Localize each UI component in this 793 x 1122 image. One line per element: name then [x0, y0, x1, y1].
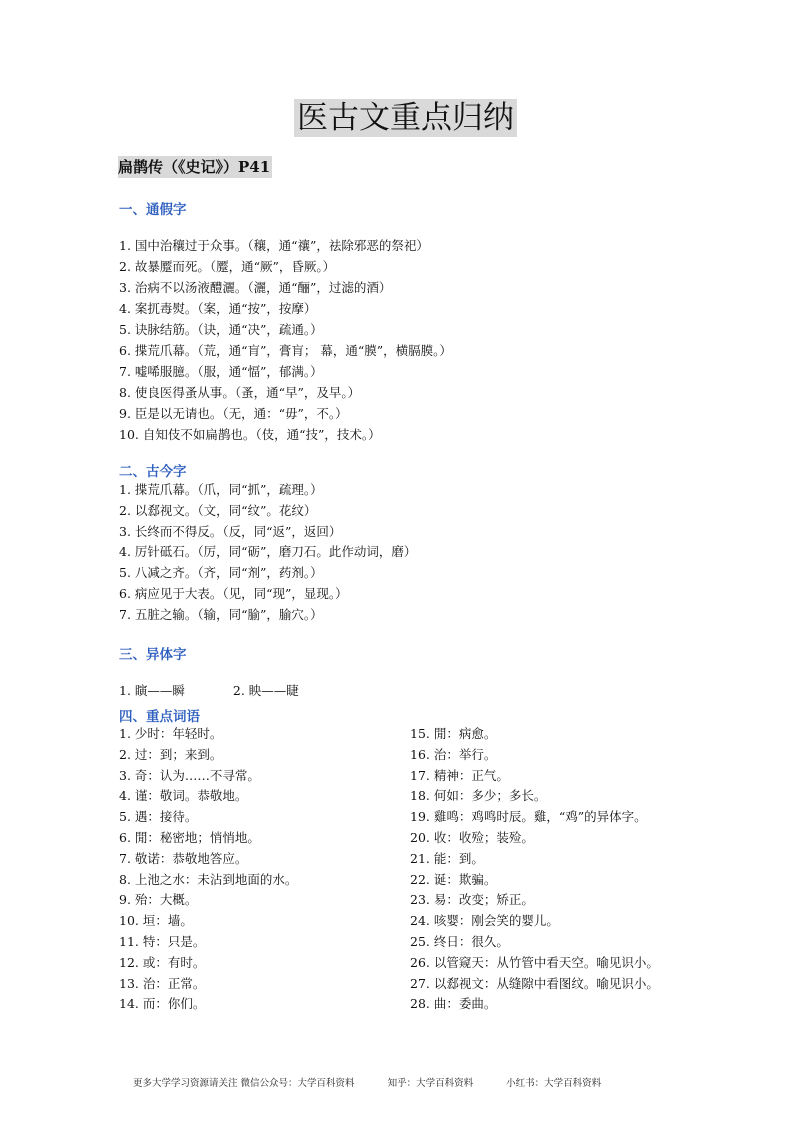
section-heading-gujinzi: 二、古今字: [119, 464, 187, 480]
tongjiazi-list: [119, 235, 452, 445]
yitizi-list: [119, 681, 299, 701]
list-item: 3. 治病不以汤液醴灑。（灑，通“酾”，过滤的酒）: [119, 280, 392, 295]
section-heading-tongjiazi: 一、通假字: [119, 202, 187, 218]
list-item: 2. 过：到；来到。: [119, 746, 223, 762]
list-item: 21. 能：到。: [410, 850, 484, 866]
list-item: 2. 以郄视文。（文，同“纹”。花纹）: [119, 502, 317, 518]
list-item: 18. 何如：多少；多长。: [410, 788, 547, 804]
key-terms-left-list: [119, 724, 297, 1015]
section-heading-key-terms: 四、重点词语: [119, 709, 200, 725]
list-item: 2. 眏——睫: [232, 683, 299, 698]
list-item: 7. 嘘唏服臆。（服，通“愊”，郁满。）: [119, 364, 323, 379]
chapter-title: 扁鹊传（《史记》）P41: [118, 158, 271, 176]
list-item: 2. 故暴蹷而死。（蹷，通“厥”，昏厥。）: [119, 259, 336, 274]
list-item: 19. 雞鸣：鸡鸣时辰。雞，“鸡”的异体字。: [410, 809, 647, 825]
list-item: 1. 瞚——瞬: [119, 683, 185, 698]
list-item: 7. 敬诺：恭敬地答应。: [119, 850, 248, 866]
footer-wechat: 更多大学学习资源请关注 微信公众号：大学百科资料: [133, 1078, 355, 1089]
list-item: 5. 诀脉结筋。（诀，通“决”，疏通。）: [119, 322, 323, 337]
list-item: 14. 而：你们。: [119, 996, 206, 1012]
list-item: 25. 终日：很久。: [410, 933, 509, 949]
list-item: 6. 揲荒爪幕。（荒，通“肓”，膏肓； 幕，通“膜”，横膈膜。）: [119, 343, 452, 358]
list-item: 11. 特：只是。: [119, 933, 206, 949]
list-item: 7. 五脏之输。（输，同“腧”，腧穴。）: [119, 606, 323, 622]
list-item: 5. 八减之齐。（齐，同“剂”，药剂。）: [119, 565, 323, 581]
list-item: 1. 国中治穰过于众事。（穰，通“禳”，祛除邪恶的祭祀）: [119, 238, 429, 253]
list-item: 17. 精神：正气。: [410, 767, 509, 783]
list-item: 12. 或：有时。: [119, 954, 206, 970]
list-item: 4. 谨：敬词。恭敬地。: [119, 788, 248, 804]
footer-zhihu: 知乎：大学百科资料: [387, 1078, 474, 1089]
list-item: 3. 长终而不得反。（反，同“返”，返回）: [119, 523, 342, 539]
list-item: 3. 奇：认为……不寻常。: [119, 767, 260, 783]
page-footer: [133, 1075, 631, 1089]
list-item: 24. 咳婴：刚会笑的婴儿。: [410, 913, 559, 929]
list-item: 6. 閒：秘密地；悄悄地。: [119, 829, 260, 845]
footer-xiaohongshu: 小红书：大学百科资料: [506, 1078, 602, 1089]
list-item: 27. 以郄视文：从缝隙中看图纹。喻见识小。: [410, 975, 659, 991]
gujinzi-list: [119, 480, 416, 626]
list-item: 16. 治：举行。: [410, 746, 497, 762]
list-item: 26. 以管窥天：从竹管中看天空。喻见识小。: [410, 954, 659, 970]
list-item: 23. 易：改变；矫正。: [410, 892, 534, 908]
list-item: 9. 殆：大概。: [119, 892, 198, 908]
list-item: 28. 曲：委曲。: [410, 996, 497, 1012]
list-item: 1. 少时：年轻时。: [119, 726, 223, 741]
list-item: 6. 病应见于大表。（见，同“现”，显现。）: [119, 585, 348, 601]
list-item: 8. 使良医得蚤从事。（蚤，通“早”，及早。）: [119, 385, 361, 400]
list-item: 4. 厉针砥石。（厉，同“砺”，磨刀石。此作动词，磨）: [119, 544, 417, 560]
section-heading-yitizi: 三、异体字: [119, 647, 187, 663]
key-terms-right-list: [410, 724, 659, 1015]
list-item: 10. 自知伎不如扁鹊也。（伎，通“技”，技术。）: [119, 427, 381, 442]
list-item: 20. 收：收殓；装殓。: [410, 829, 534, 845]
list-item: 10. 垣：墙。: [119, 913, 193, 929]
list-item: 9. 臣是以无请也。（无，通：“毋”，不。）: [119, 406, 348, 421]
list-item: 13. 治：正常。: [119, 975, 206, 991]
list-item: 5. 遇：接待。: [119, 809, 198, 825]
list-item: 8. 上池之水：未沾到地面的水。: [119, 871, 298, 887]
list-item: 1. 揲荒爪幕。（爪，同“抓”，疏理。）: [119, 482, 323, 497]
list-item: 15. 閒：病愈。: [410, 726, 497, 741]
list-item: 4. 案扤毒熨。（案，通“按”，按摩）: [119, 301, 317, 316]
list-item: 22. 诞：欺骗。: [410, 871, 497, 887]
document-title: 医古文重点归纳: [294, 99, 517, 137]
